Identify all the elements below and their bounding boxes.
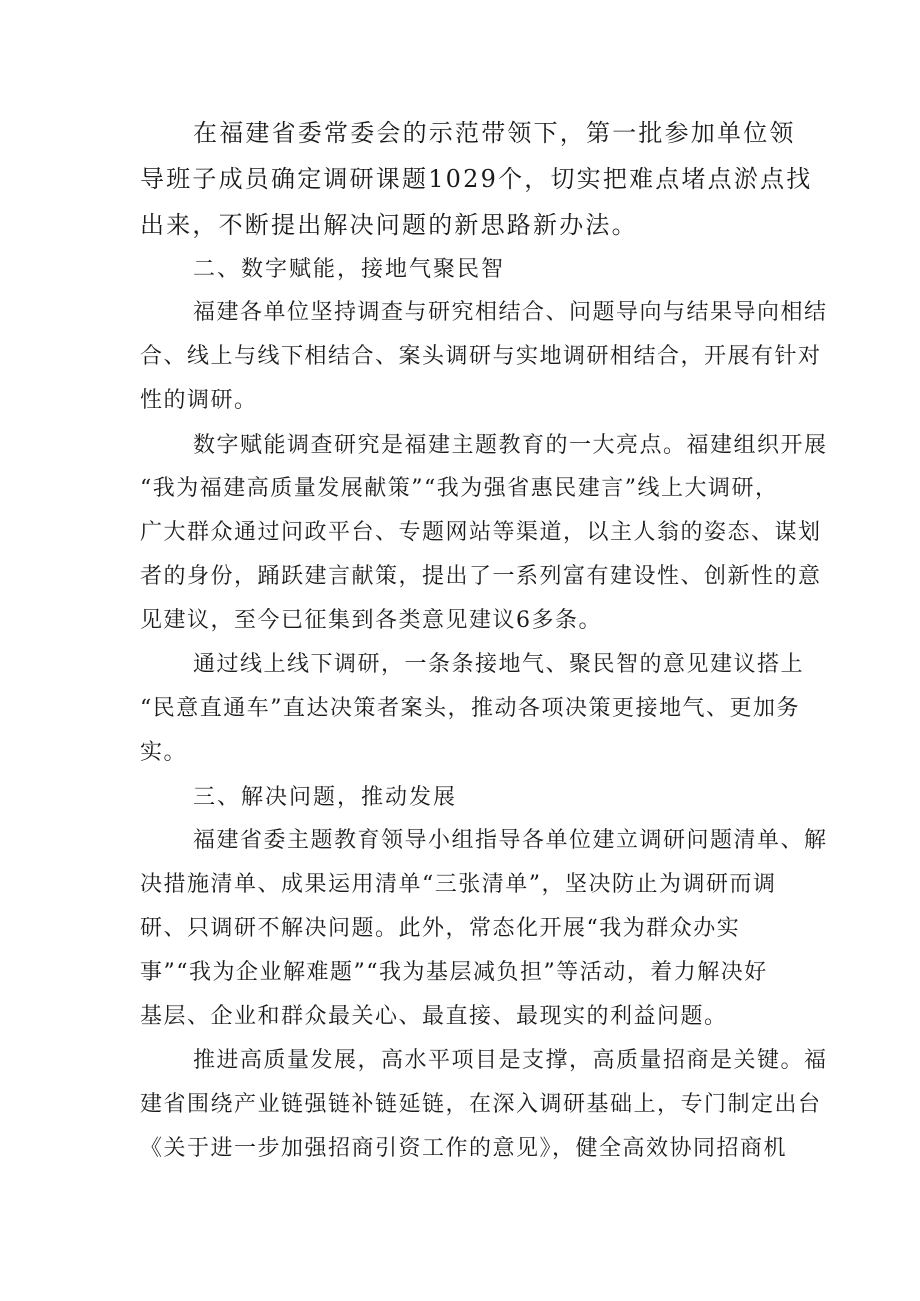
paragraph-line: 决措施清单、成果运用清单“三张清单”，坚决防止为调研而调 [140, 872, 777, 897]
paragraph-line: 性的调研。 [140, 388, 258, 413]
paragraph-line: 见建议，至今已征集到各类意见建议6多条。 [140, 608, 602, 633]
paragraph-line: 实。 [140, 740, 188, 765]
paragraph-line: 通过线上线下调研，一条条接地气、聚民智的意见建议搭上 [193, 652, 805, 677]
section-heading: 三、解决问题，推动发展 [193, 785, 458, 810]
paragraph-line: 合、线上与线下相结合、案头调研与实地调研相结合，开展有针对 [140, 344, 822, 369]
paragraph-line: 推进高质量发展，高水平项目是支撑，高质量招商是关键。福 [193, 1048, 828, 1073]
paragraph-line: 者的身份，踊跃建言献策，提出了一系列富有建设性、创新性的意 [140, 564, 822, 589]
paragraph-line: “民意直通车”直达决策者案头，推动各项决策更接地气、更加务 [140, 696, 800, 721]
paragraph-line: 福建省委主题教育领导小组指导各单位建立调研问题清单、解 [193, 828, 828, 853]
paragraph-line: 数字赋能调查研究是福建主题教育的一大亮点。福建组织开展 [193, 433, 828, 458]
paragraph-line: 广大群众通过问政平台、专题网站等渠道，以主人翁的姿态、谋划 [140, 520, 822, 545]
paragraph-line: 事”“我为企业解难题”“我为基层减负担”等活动，着力解决好 [140, 960, 768, 985]
paragraph-line: 出来，不断提出解决问题的新思路新办法。 [140, 211, 638, 239]
paragraph-line: 福建各单位坚持调查与研究相结合、问题导向与结果导向相结 [193, 300, 828, 325]
section-heading: 二、数字赋能，接地气聚民智 [193, 257, 506, 282]
paragraph-line: “我为福建高质量发展献策”“我为强省惠民建言”线上大调研， [140, 476, 779, 501]
paragraph-line: 导班子成员确定调研课题1029个，切实把难点堵点淤点找 [140, 165, 813, 193]
paragraph-line: 建省围绕产业链强链补链延链，在深入调研基础上，专门制定出台 [140, 1092, 822, 1117]
paragraph-line: 基层、企业和群众最关心、最直接、最现实的利益问题。 [140, 1004, 728, 1029]
paragraph-line: 研、只调研不解决问题。此外，常态化开展“我为群众办实 [140, 916, 741, 941]
paragraph-line: 在福建省委常委会的示范带领下，第一批参加单位领 [193, 119, 796, 147]
paragraph-line: 《关于进一步加强招商引资工作的意见》，健全高效协同招商机 [140, 1136, 788, 1161]
